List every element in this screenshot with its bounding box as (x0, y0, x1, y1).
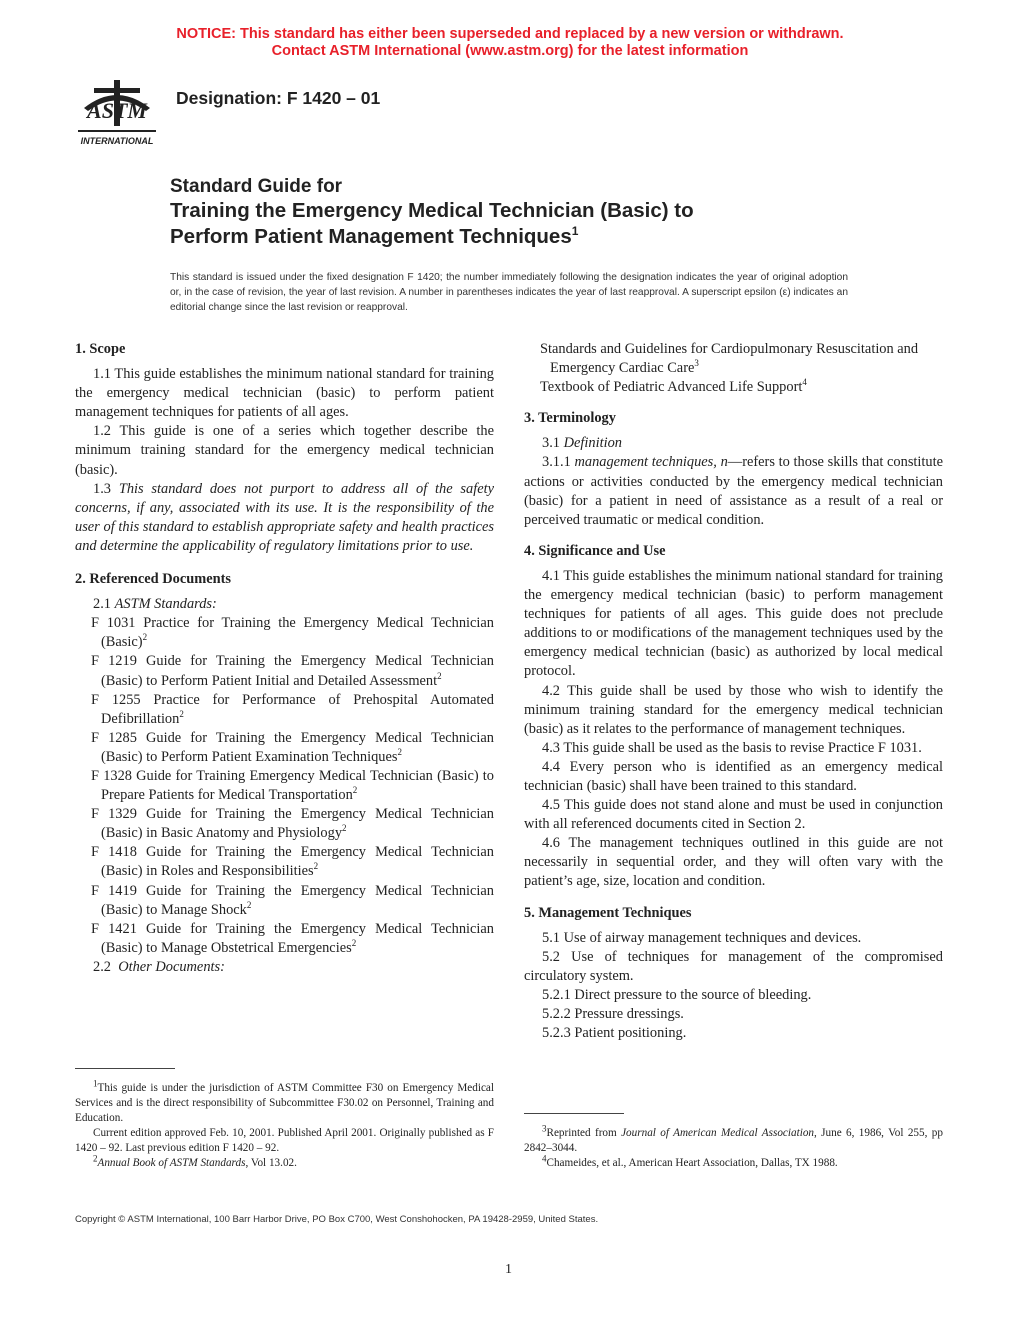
title-line-3: Perform Patient Management Techniques$^1$ (170, 224, 579, 248)
footnote-3: $^3$Reprinted from Journal of American Medical Association, June 6, 1986, Vol 255, pp 2842–3044. (524, 1123, 943, 1154)
astm-logo (74, 78, 160, 150)
other-document-item: Textbook of Pediatric Advanced Life Support$^4$ (540, 377, 807, 396)
footnotes-right (524, 1123, 943, 1171)
other-document-item: Standards and Guidelines for Cardiopulmonary Resuscitation and Emergency Cardiac Care$^3$ (540, 341, 919, 377)
astm-standards-list (75, 614, 494, 958)
significance-paragraph: 4.3 This guide shall be used as the basis to revise Practice F 1031. (542, 739, 922, 756)
issued-note: This standard is issued under the fixed designation F 1420; the number immediately following the designation indicates the year of original adoption or, in the case of revision, the year of last revision. A number in parentheses indicates the year of last reapproval. A superscript epsilon (ε) indicates an editorial change since the last revision or reapproval. (170, 272, 848, 313)
reference-item: F 1219 Guide for Training the Emergency Medical Technician (Basic) to Perform Patient Initial and Detailed Assessment$^2$ (91, 653, 494, 689)
copyright: Copyright © ASTM International, 100 Barr Harbor Drive, PO Box C700, West Conshohocken, PA 19428-2959, United States. (75, 1214, 599, 1225)
significance-paragraph: 4.4 Every person who is identified as an emergency medical technician (basic) shall have been trained to this standard. (524, 758, 943, 794)
footnote-2: $^2$Annual Book of ASTM Standards, Vol 13.02. (93, 1153, 297, 1169)
significance-paragraph: 4.6 The management techniques outlined in this guide are not necessarily in sequential order, and they will often vary with the patient’s age, size, location and condition. (524, 835, 943, 890)
left-column (75, 340, 494, 977)
section-1-1: 1.1 This guide establishes the minimum national standard for training the emergency medical technician (basic) to perform patient management techniques for patients of all ages. (75, 366, 494, 421)
management-paragraph: 5.2 Use of techniques for management of the compromised circulatory system. (524, 948, 943, 984)
reference-item: F 1421 Guide for Training the Emergency Medical Technician (Basic) to Manage Obstetrical Emergencies$^2$ (91, 920, 494, 956)
management-paragraph: 5.2.3 Patient positioning. (542, 1025, 687, 1042)
logo-subtext: INTERNATIONAL (80, 136, 154, 146)
footnotes-left (75, 1078, 494, 1171)
reference-item: F 1328 Guide for Training Emergency Medical Technician (Basic) to Prepare Patients for Medical Transportation$^2$ (91, 767, 494, 804)
title-footnote-mark: 1 (571, 224, 579, 239)
other-documents-list (524, 340, 943, 397)
management-paragraphs (524, 929, 943, 1044)
section-1-2: 1.2 This guide is one of a series which together describe the minimum training standard for the emergency medical technician (basic). (75, 423, 494, 478)
title-line-1: Standard Guide for (170, 176, 343, 197)
terminology-heading: 3. Terminology (524, 410, 616, 427)
section-2-2: 2.2 Other Documents: (93, 958, 225, 975)
reference-item: F 1418 Guide for Training the Emergency Medical Technician (Basic) in Roles and Responsibilities$^2$ (91, 844, 494, 880)
right-column (524, 340, 943, 1043)
reference-item: F 1419 Guide for Training the Emergency Medical Technician (Basic) to Manage Shock$^2$ (91, 882, 494, 918)
scope-heading: 1. Scope (75, 341, 126, 357)
footnote-rule-left (75, 1068, 175, 1069)
designation: Designation: F 1420 – 01 (176, 88, 381, 108)
page-number: 1 (505, 1262, 512, 1277)
title-line-2: Training the Emergency Medical Technician (Basic) to (170, 199, 694, 222)
reference-item: F 1255 Practice for Performance of Prehospital Automated Defibrillation$^2$ (91, 691, 494, 727)
section-1-3: 1.3 This standard does not purport to address all of the safety concerns, if any, associated with its use. It is the responsibility of the user of this standard to establish appropriate safety and health practices and determine the applicability of regulatory limitations prior to use. (75, 480, 494, 554)
notice-line-2: Contact ASTM International (www.astm.org) for the latest information (271, 43, 749, 59)
footnote-4: $^4$Chameides, et al., American Heart Association, Dallas, TX 1988. (542, 1153, 838, 1169)
section-3-1-1: 3.1.1 management techniques, n—refers to those skills that constitute actions or activities conducted by the emergency medical technician (basic) for a patient in need of assistance as a result of a real or perceived traumatic or medical condition. (524, 454, 943, 528)
footnote-1-edition: Current edition approved Feb. 10, 2001. Published April 2001. Originally published as F 1420 – 92. Last previous edition F 1420 – 92. (75, 1127, 494, 1154)
significance-heading: 4. Significance and Use (524, 542, 666, 559)
significance-paragraph: 4.2 This guide shall be used by those who wish to identify the minimum training standard for the emergency medical technician (basic) as it relates to the performance of management techniques. (524, 682, 943, 737)
significance-paragraph: 4.1 This guide establishes the minimum national standard for training the emergency medical technician (basic) to perform management techniques for patients of all ages. This guide does not preclude additions to or modifications of the management techniques used by the emergency medical technician (basic) as authorized by local medical protocol. (524, 567, 943, 680)
reference-item: F 1329 Guide for Training the Emergency Medical Technician (Basic) in Basic Anatomy and Physiology$^2$ (91, 806, 494, 842)
logo-letters: ASTM (87, 98, 147, 123)
management-paragraph: 5.2.2 Pressure dressings. (542, 1006, 684, 1022)
footnote-1: $^1$This guide is under the jurisdiction of ASTM Committee F30 on Emergency Medical Services and is the direct responsibility of Subcommittee F30.02 on Personnel, Training and Education. (75, 1078, 494, 1124)
footnote-rule-right (524, 1113, 624, 1114)
notice-line-1: NOTICE: This standard has either been superseded and replaced by a new version or withdrawn. (176, 26, 844, 42)
significance-paragraph: 4.5 This guide does not stand alone and must be used in conjunction with all referenced documents cited in Section 2. (524, 797, 943, 833)
document-title (170, 175, 694, 250)
management-paragraph: 5.1 Use of airway management techniques and devices. (542, 929, 862, 946)
reference-item: F 1285 Guide for Training the Emergency Medical Technician (Basic) to Perform Patient Examination Techniques$^2$ (91, 729, 494, 765)
significance-paragraphs (524, 567, 943, 892)
management-paragraph: 5.2.1 Direct pressure to the source of bleeding. (542, 986, 812, 1003)
section-2-1: 2.1 ASTM Standards: (93, 596, 217, 613)
section-3-1: 3.1 Definition (542, 435, 622, 452)
withdrawal-notice (0, 26, 1020, 60)
referenced-docs-heading: 2. Referenced Documents (75, 571, 231, 588)
reference-item: F 1031 Practice for Training the Emergency Medical Technician (Basic)$^2$ (91, 615, 494, 651)
management-heading: 5. Management Techniques (524, 904, 692, 921)
